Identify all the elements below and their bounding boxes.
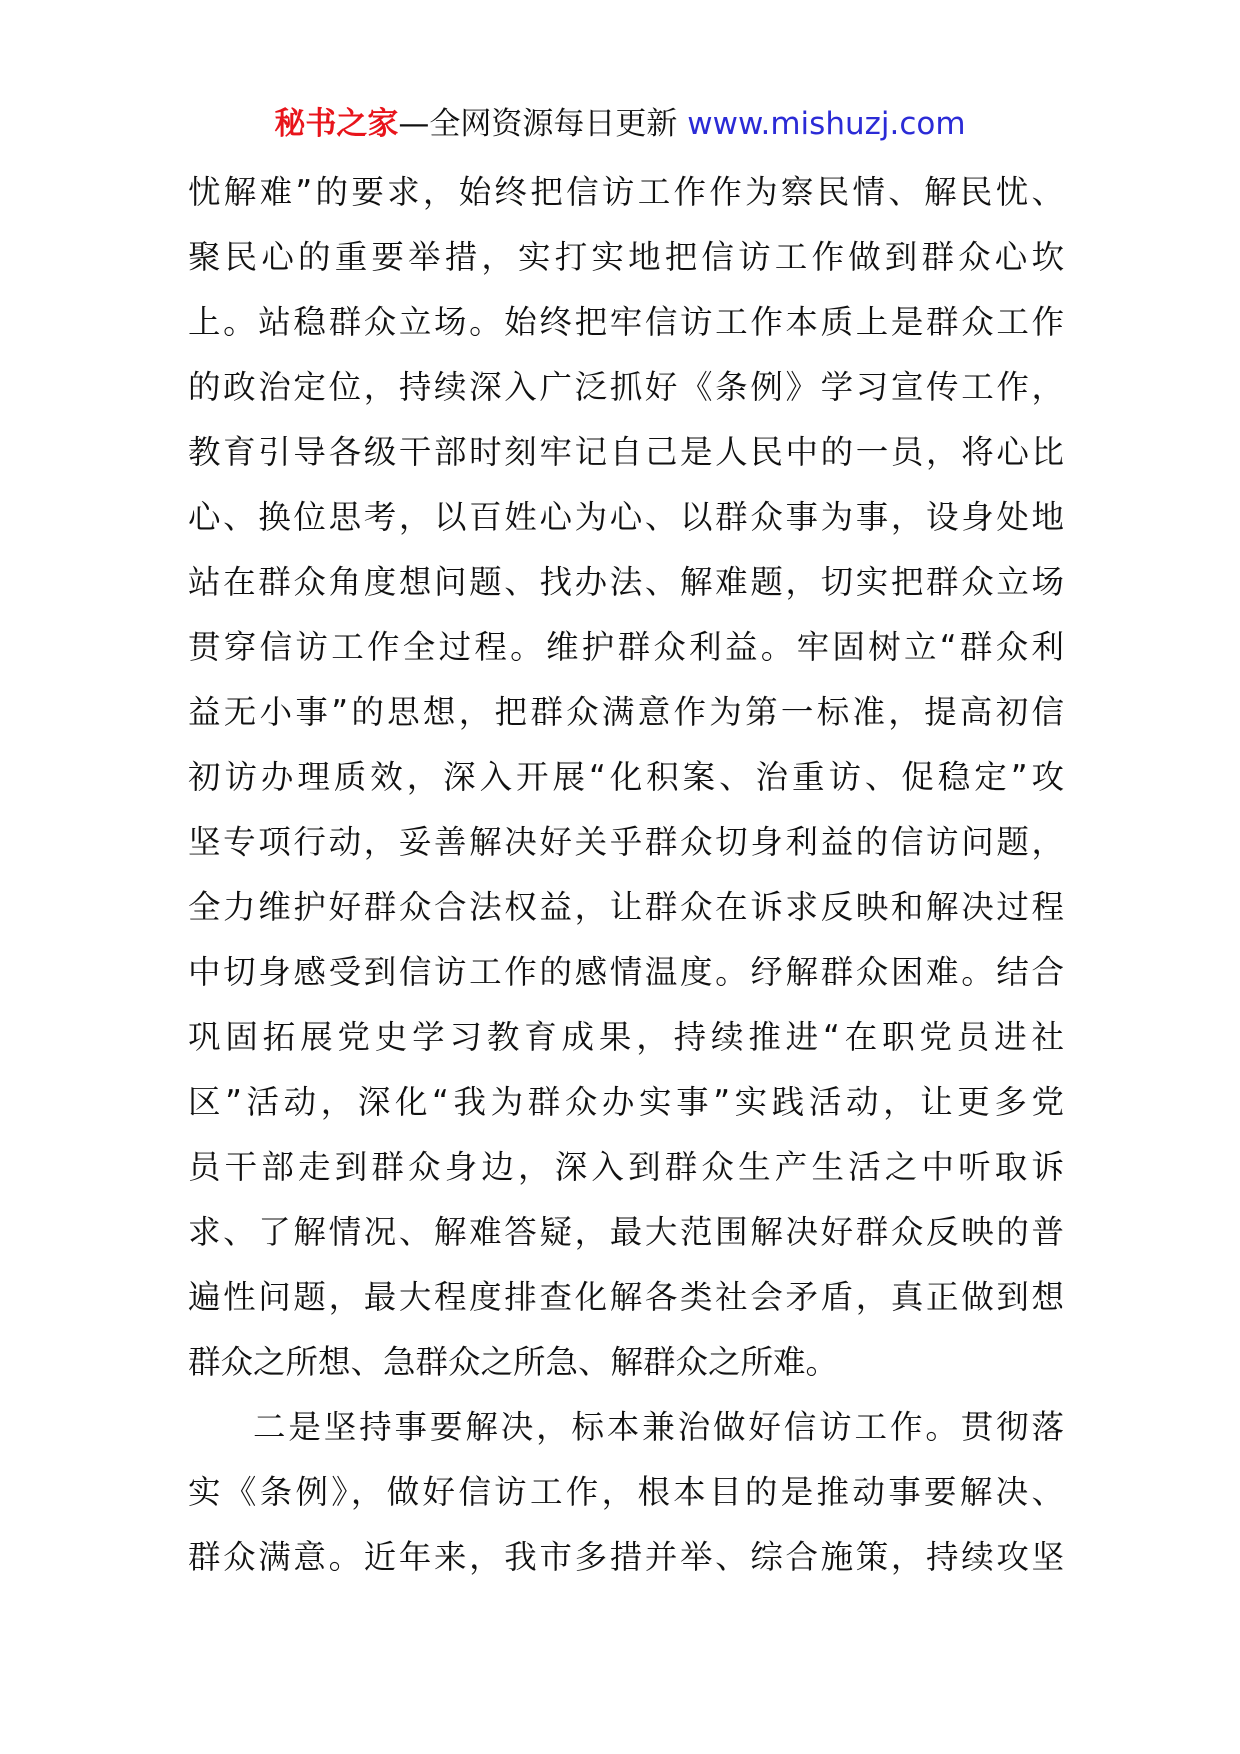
text-line: 全力维护好群众合法权益，让群众在诉求反映和解决过程 xyxy=(188,888,1064,926)
text-line: 实《条例》，做好信访工作，根本目的是推动事要解决、 xyxy=(188,1473,1064,1511)
paragraph-end-line: 群众之所想、急群众之所急、解群众之所难。 xyxy=(188,1343,839,1381)
site-brand: 秘书之家 xyxy=(274,106,399,142)
text-line: 站在群众角度想问题、找办法、解难题，切实把群众立场 xyxy=(188,563,1064,601)
text-line: 中切身感受到信访工作的感情温度。纾解群众困难。结合 xyxy=(188,953,1064,991)
text-line: 忧解难”的要求，始终把信访工作作为察民情、解民忧、 xyxy=(188,173,1064,211)
text-line: 群众满意。近年来，我市多措并举、综合施策，持续攻坚 xyxy=(188,1538,1064,1576)
site-url-link[interactable]: www.mishuzj.com xyxy=(687,106,966,142)
text-line: 心、换位思考，以百姓心为心、以群众事为事，设身处地 xyxy=(188,498,1064,536)
text-line: 员干部走到群众身边，深入到群众生产生活之中听取诉 xyxy=(188,1148,1064,1186)
text-line: 坚专项行动，妥善解决好关乎群众切身利益的信访问题， xyxy=(188,823,1064,861)
document-body xyxy=(188,160,1064,1590)
paragraph-start-line: 二是坚持事要解决，标本兼治做好信访工作。贯彻落 xyxy=(253,1408,1064,1446)
text-line: 教育引导各级干部时刻牢记自己是人民中的一员，将心比 xyxy=(188,433,1064,471)
text-line: 巩固拓展党史学习教育成果，持续推进“在职党员进社 xyxy=(188,1018,1064,1056)
text-line: 遍性问题，最大程度排查化解各类社会矛盾，真正做到想 xyxy=(188,1278,1064,1316)
text-line: 的政治定位，持续深入广泛抓好《条例》学习宣传工作， xyxy=(188,368,1064,406)
site-tagline: —全网资源每日更新 xyxy=(398,106,688,142)
text-line: 贯穿信访工作全过程。维护群众利益。牢固树立“群众利 xyxy=(188,628,1064,666)
text-line: 上。站稳群众立场。始终把牢信访工作本质上是群众工作 xyxy=(188,303,1064,341)
text-line: 益无小事”的思想，把群众满意作为第一标准，提高初信 xyxy=(188,693,1064,731)
text-line: 求、了解情况、解难答疑，最大范围解决好群众反映的普 xyxy=(188,1213,1064,1251)
text-line: 聚民心的重要举措，实打实地把信访工作做到群众心坎 xyxy=(188,238,1064,276)
text-line: 初访办理质效，深入开展“化积案、治重访、促稳定”攻 xyxy=(188,758,1064,796)
text-line: 区”活动，深化“我为群众办实事”实践活动，让更多党 xyxy=(188,1083,1064,1121)
page-header xyxy=(0,100,1240,148)
